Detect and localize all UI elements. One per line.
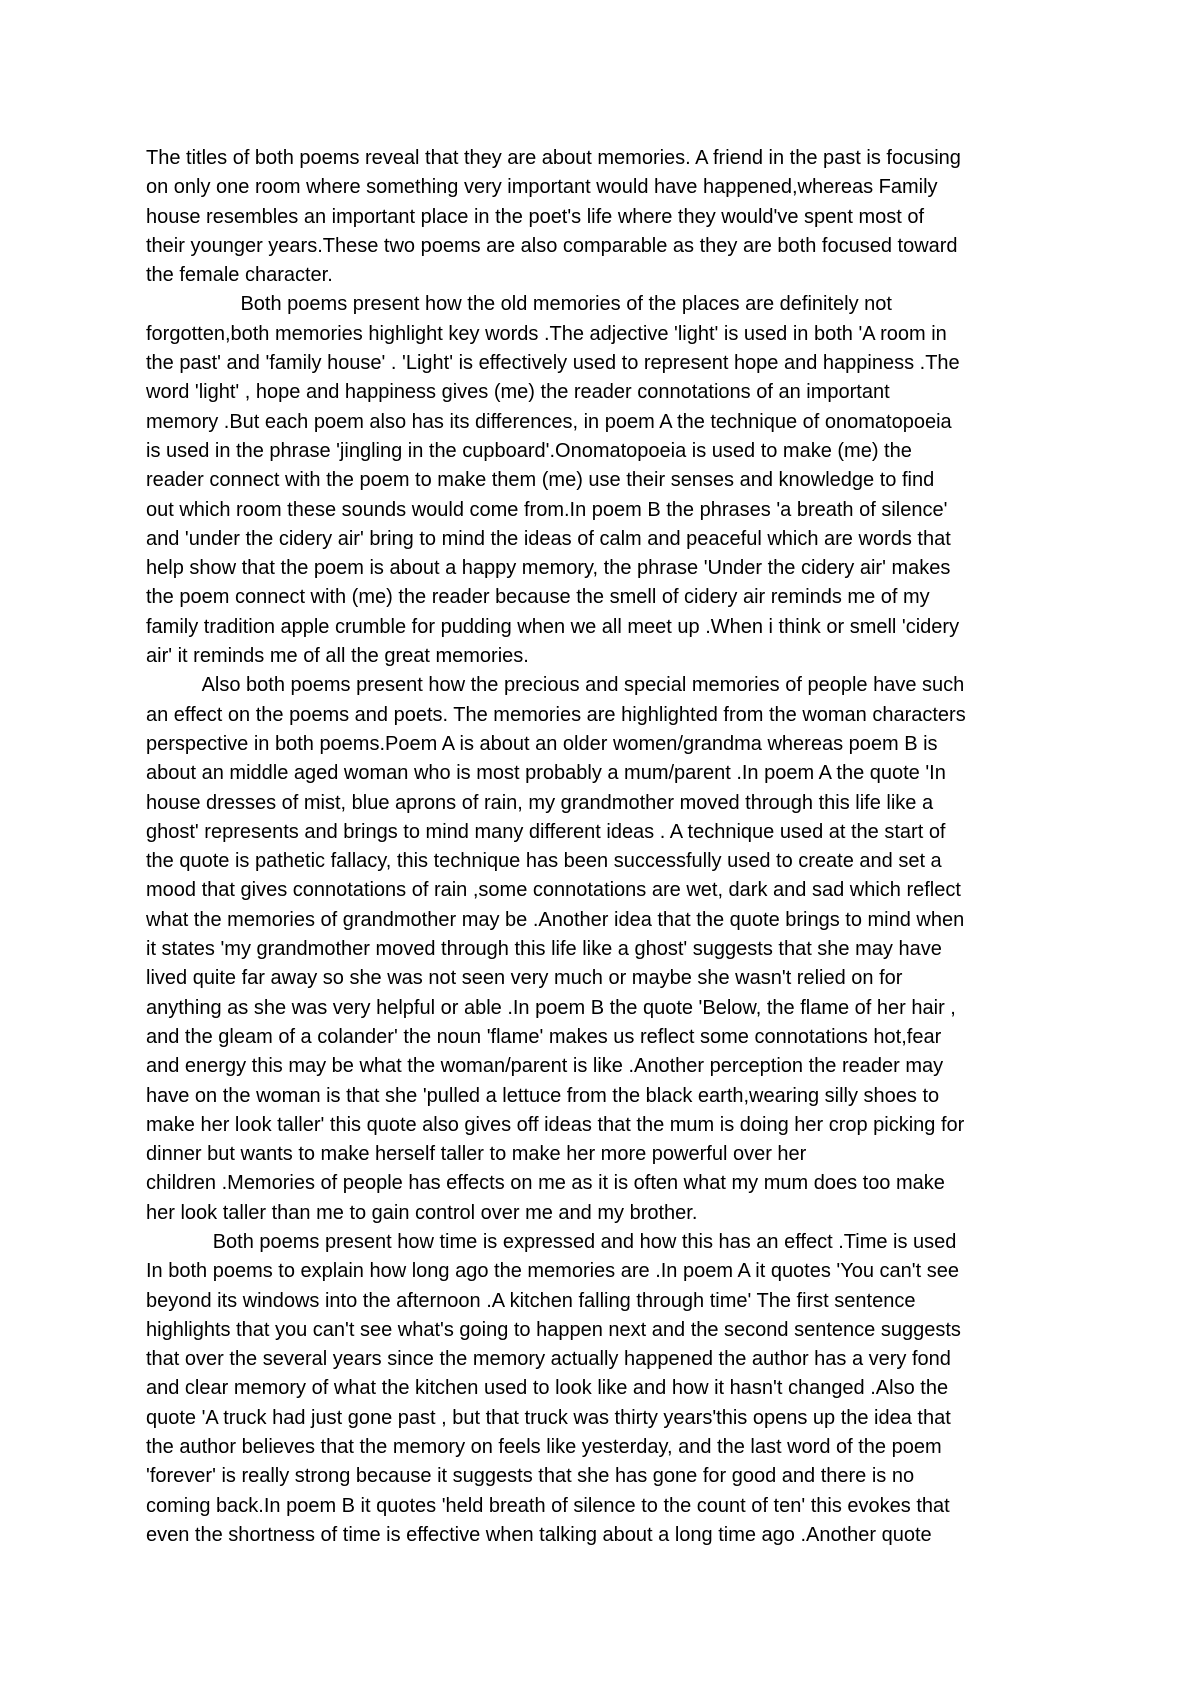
paragraph-4: Both poems present how time is expressed and how this has an effect .Time is used In both poems to explain how long ago the memories are .In poem A it quotes 'You can't see beyond its windows into the afternoon .A kitchen falling through time' The first sentence highlights that you can't see what's going to happen next and the second sentence suggests that over the several years since the memory actually happened the author has a very fond and clear memory of what the kitchen used to look like and how it hasn't changed .Also the quote 'A truck had just gone past , but that truck was thirty years'this opens up the idea that the author believes that the memory on feels like yesterday, and the last word of the poem 'forever' is really strong because it suggests that she has gone for good and there is no coming back.In poem B it quotes 'held breath of silence to the count of ten' this evokes that even the shortness of time is effective when talking about a long time ago .Another quote bbox=[146, 1230, 961, 1546]
paragraph-1: The titles of both poems reveal that they are about memories. A friend in the past is focusing on only one room where something very important would have happened,whereas Family house resembles an important place in the poet's life where they would've spent most of their younger years.These two poems are also comparable as they are both focused toward the female character. bbox=[146, 147, 961, 287]
paragraph-3: Also both poems present how the precious and special memories of people have such an effect on the poems and poets. The memories are highlighted from the woman characters perspective in both poems.Poem A is about an older women/grandma whereas poem B is about an middle aged woman who is most probably a mum/parent .In poem A the quote 'In house dresses of mist, blue aprons of rain, my grandmother moved through this life like a ghost' represents and brings to mind many different ideas . A technique used at the start of the quote is pathetic fallacy, this technique has been successfully used to create and set a mood that gives connotations of rain ,some connotations are wet, dark and sad which reflect what the memories of grandmother may be .Another idea that the quote brings to mind when it states 'my grandmother moved through this life like a ghost' suggests that she may have lived quite far away so she was not seen very much or maybe she wasn't relied on for anything as she was very helpful or able .In poem B the quote 'Below, the flame of her hair , and the gleam of a colander' the noun 'flame' makes us reflect some connotations hot,fear and energy this may be what the woman/parent is like .Another perception the reader may have on the woman is that she 'pulled a lettuce from the black earth,wearing silly shoes to make her look taller' this quote also gives off ideas that the mum is doing her crop picking for dinner but wants to make herself taller to make her more powerful over her children .Memories of people has effects on me as it is often what my mum does too make her look taller than me to gain control over me and my brother. bbox=[146, 674, 966, 1224]
essay-body bbox=[146, 144, 1076, 1550]
paragraph-2: Both poems present how the old memories of the places are definitely not forgotten,both memories highlight key words .The adjective 'light' is used in both 'A room in the past' and 'family house' . 'Light' is effectively used to represent hope and happiness .The word 'light' , hope and happiness gives (me) the reader connotations of an important memory .But each poem also has its differences, in poem A the technique of onomatopoeia is used in the phrase 'jingling in the cupboard'.Onomatopoeia is used to make (me) the reader connect with the poem to make them (me) use their senses and knowledge to find out which room these sounds would come from.In poem B the phrases 'a breath of silence' and 'under the cidery air' bring to mind the ideas of calm and peaceful which are words that help show that the poem is about a happy memory, the phrase 'Under the cidery air' makes the poem connect with (me) the reader because the smell of cidery air reminds me of my family tradition apple crumble for pudding when we all meet up .When i think or smell 'cidery air' it reminds me of all the great memories. bbox=[146, 293, 960, 668]
